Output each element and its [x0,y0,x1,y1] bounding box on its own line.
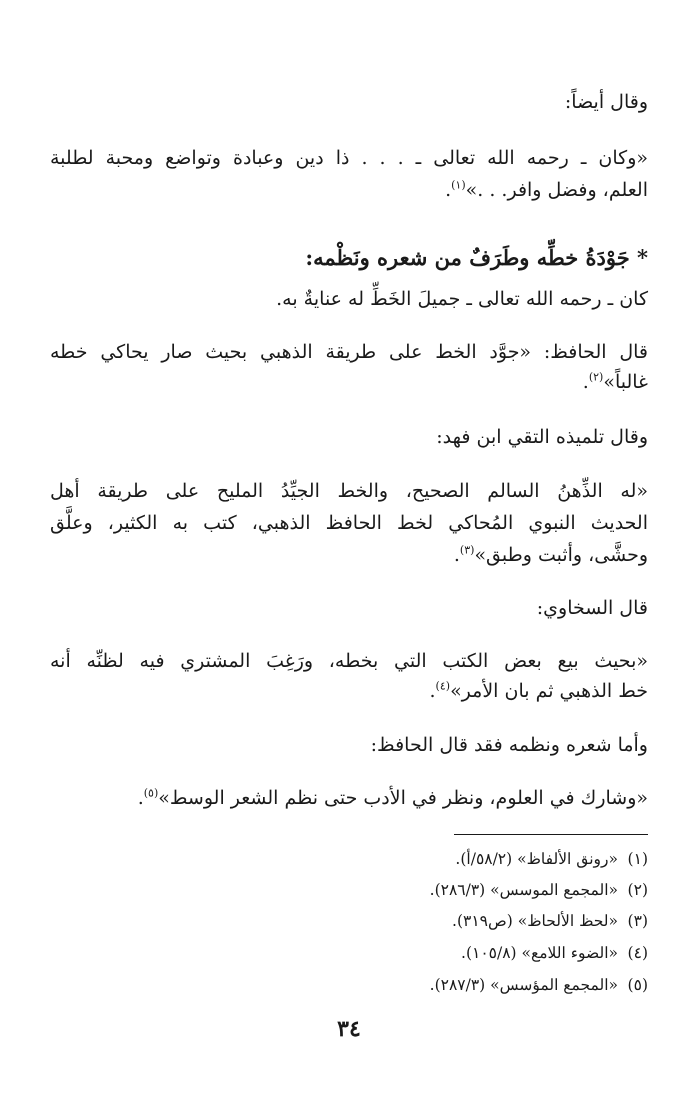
footnote-number: (٤) [627,944,648,962]
footnote [50,974,648,996]
footnote [50,879,648,901]
text-span: خط الذهبي ثم بان الأمر» [450,680,648,702]
text-span: . [453,544,460,566]
footnote-text: «المجمع المؤسس» (٢٨٧/٣). [429,976,618,994]
text-span: وحشَّى، وأثبت وطبق» [474,544,648,566]
footnote-ref: (٣) [459,543,475,557]
text-span: «وشارك في العلوم، ونظر في الأدب حتى نظم الشعر الوسط» [158,787,648,809]
text-line: وقال تلميذه التقي ابن فهد: [436,426,648,448]
footnote-number: (٣) [627,912,648,930]
footnote-text: «الضوء اللامع» (١٠٥/٨). [461,944,618,962]
footnote-text: «رونق الألفاظ» (٥٨/٢/أ). [455,850,618,868]
text-span: . [429,680,436,702]
text-line: «وكان ـ رحمه الله تعالى ـ . . . ذا دين وعبادة وتواضع ومحبة لطلبة [50,147,648,169]
page-number: ٣٤ [337,1016,361,1042]
text-line [50,679,648,703]
footnote-divider [454,834,648,835]
text-line: «بحيث بيع بعض الكتب التي بخطه، ورَغِبَ المشتري فيه لظنِّه أنه [50,650,648,672]
footnote-ref: (٢) [588,370,604,384]
footnote-number: (٥) [627,976,648,994]
text-line [50,543,648,567]
text-span: . [445,179,452,201]
text-line: «له الذِّهنُ السالم الصحيح، والخط الجيِّدُ المليح على طريقة أهل [50,480,648,502]
text-line [50,786,648,810]
footnote-text: «المجمع الموسس» (٢٨٦/٣). [429,881,618,899]
footnote-ref: (٤) [435,679,451,693]
footnote [50,848,648,870]
footnote-text: «لحظ الألحاظ» (ص٣١٩). [452,912,618,930]
text-line: كان ـ رحمه الله تعالى ـ جميلَ الخَطِّ له عنايةٌ به. [276,288,648,310]
section-heading: * جَوْدَةُ خطِّه وطَرَفٌ من شعره ونَظْمه: [305,245,648,270]
text-line: وقال أيضاً: [564,91,648,113]
text-line: قال الحافظ: «جوَّد الخط على طريقة الذهبي بحيث صار يحاكي خطه [50,341,648,363]
text-line: الحديث النبوي المُحاكي لخط الحافظ الذهبي، كتب به الكثير، وعلَّق [50,512,648,534]
footnote-ref: (١) [451,178,466,192]
text-span: . [582,371,589,393]
text-line [50,370,648,394]
text-line: قال السخاوي: [536,597,648,619]
text-span: . [137,787,144,809]
footnote [50,910,648,932]
footnote-number: (٢) [627,881,648,899]
text-line: وأما شعره ونظمه فقد قال الحافظ: [370,734,648,756]
text-span: غالباً» [603,371,648,393]
footnote [50,942,648,964]
text-span: العلم، وفضل وافر. . .» [465,179,648,201]
footnote-ref: (٥) [143,786,159,800]
text-line [50,178,648,202]
footnote-number: (١) [627,850,648,868]
